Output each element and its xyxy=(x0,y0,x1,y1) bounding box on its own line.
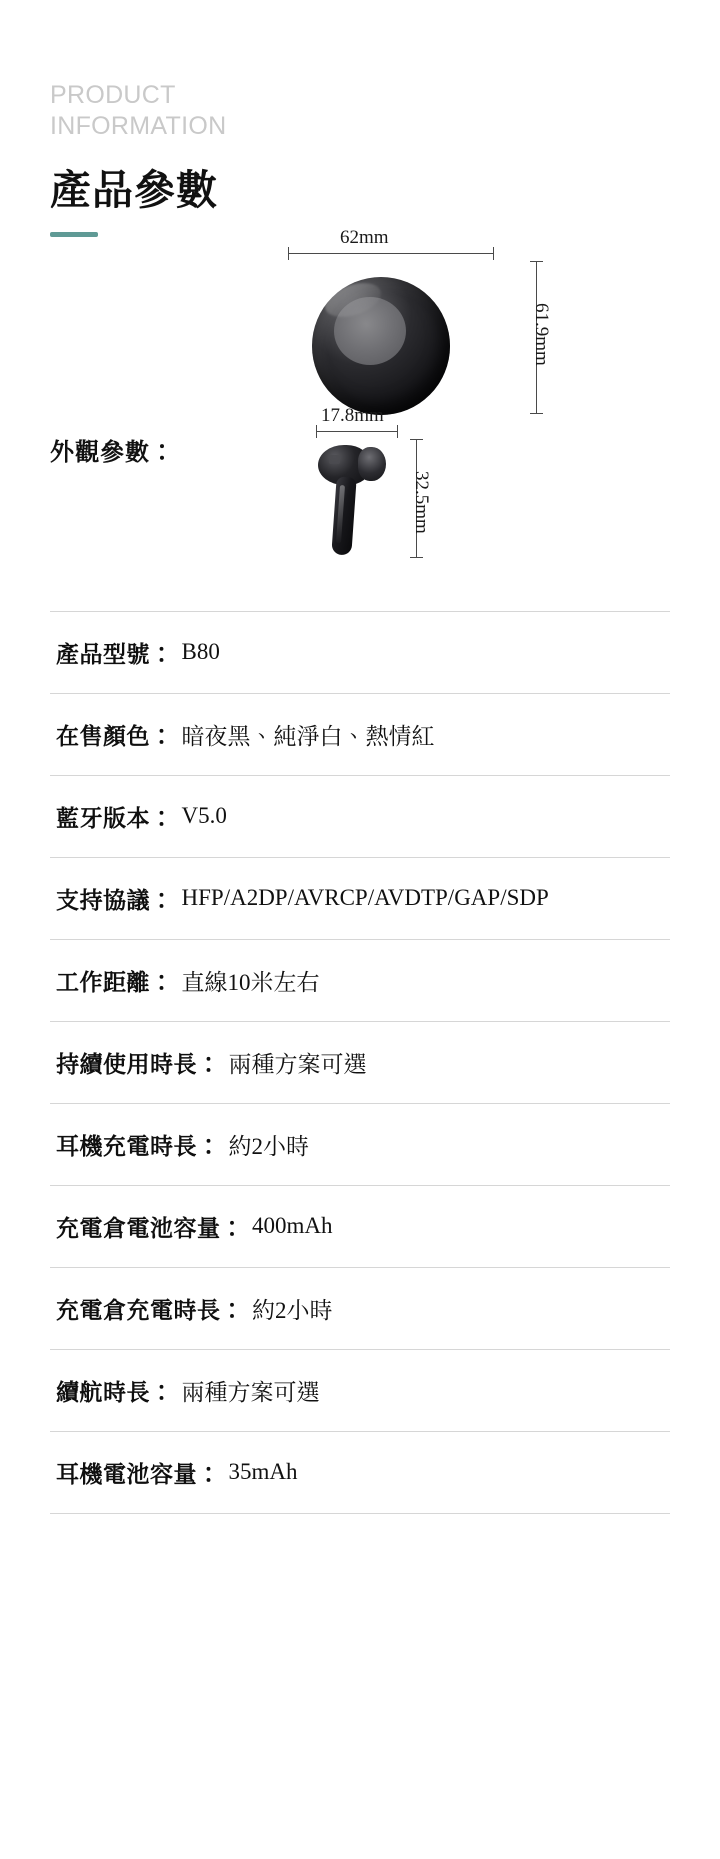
case-height-tick-bottom xyxy=(530,413,543,414)
spec-key: 產品型號： xyxy=(56,641,174,667)
spec-key: 支持協議： xyxy=(56,887,174,913)
earbud-width-label: 17.8mm xyxy=(321,404,384,426)
spec-key: 持續使用時長： xyxy=(56,1051,221,1077)
case-width-label: 62mm xyxy=(340,226,389,248)
case-height-tick-top xyxy=(530,261,543,262)
appearance-spec-label: 外觀參數： xyxy=(50,439,175,466)
dimension-diagram xyxy=(50,226,670,607)
table-row xyxy=(50,858,670,940)
table-row xyxy=(50,940,670,1022)
spec-value: B80 xyxy=(181,639,220,664)
spec-key: 續航時長： xyxy=(56,1379,174,1405)
case-width-tick-right xyxy=(493,247,494,260)
earbud-height-label: 32.5mm xyxy=(411,470,432,534)
spec-key: 耳機充電時長： xyxy=(56,1133,221,1159)
specification-table xyxy=(50,611,670,1514)
page-title: 產品參數 xyxy=(50,166,218,213)
table-row xyxy=(50,1268,670,1350)
eyebrow-line-2: INFORMATION xyxy=(50,112,227,141)
table-row xyxy=(50,1350,670,1432)
eyebrow-heading xyxy=(50,80,670,143)
case-width-tick-left xyxy=(288,247,289,260)
earbud-height-tick-bottom xyxy=(410,557,423,558)
eyebrow-line-1: PRODUCT xyxy=(50,81,176,109)
case-height-label: 61.9mm xyxy=(531,302,552,366)
table-row xyxy=(50,694,670,776)
spec-value: 約2小時 xyxy=(252,1297,333,1323)
table-row xyxy=(50,776,670,858)
spec-value: 400mAh xyxy=(252,1213,333,1238)
earbud-width-tick-left xyxy=(316,425,317,438)
spec-value: 兩種方案可選 xyxy=(228,1051,367,1077)
table-row xyxy=(50,1022,670,1104)
table-row xyxy=(50,1104,670,1186)
earbud-eartip xyxy=(358,447,386,481)
spec-key: 耳機電池容量： xyxy=(56,1461,221,1487)
table-row xyxy=(50,612,670,694)
spec-value: V5.0 xyxy=(181,803,227,828)
earbud-height-tick-top xyxy=(410,439,423,440)
spec-value: 暗夜黑、純淨白、熱情紅 xyxy=(181,723,435,749)
spec-key: 在售顏色： xyxy=(56,723,174,749)
spec-value: 兩種方案可選 xyxy=(181,1379,320,1405)
table-row xyxy=(50,1186,670,1268)
spec-key: 工作距離： xyxy=(56,969,174,995)
table-row xyxy=(50,1432,670,1514)
earbud-width-tick-right xyxy=(397,425,398,438)
product-information-page xyxy=(0,80,720,1859)
spec-key: 充電倉充電時長： xyxy=(56,1297,244,1323)
spec-key: 充電倉電池容量： xyxy=(56,1215,244,1241)
spec-value: 35mAh xyxy=(228,1459,298,1484)
spec-value: 約2小時 xyxy=(228,1133,309,1159)
case-width-line xyxy=(288,253,494,254)
spec-value: 直線10米左右 xyxy=(181,969,320,995)
earbud-width-line xyxy=(316,431,398,432)
spec-key: 藍牙版本： xyxy=(56,805,174,831)
earbud-mic-grille xyxy=(329,455,340,464)
spec-value: HFP/A2DP/AVRCP/AVDTP/GAP/SDP xyxy=(181,885,549,910)
